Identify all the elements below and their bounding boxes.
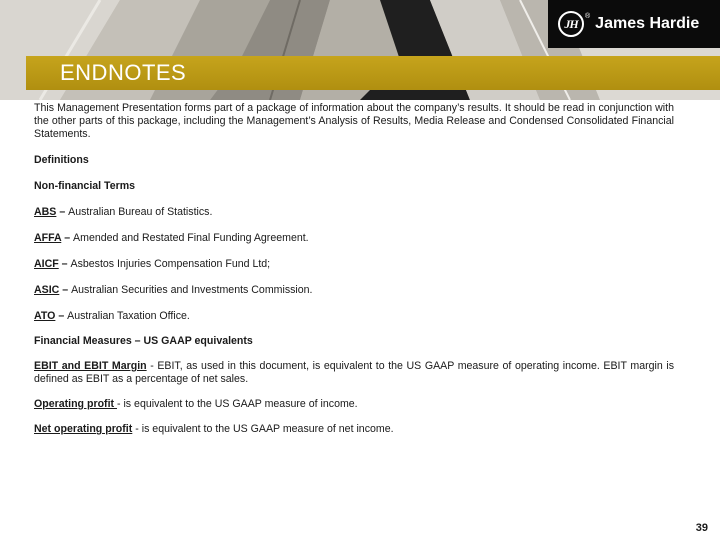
term-separator: – <box>55 310 68 322</box>
james-hardie-logo <box>548 0 720 48</box>
measure-label: Net operating profit <box>34 423 133 435</box>
measure-description: - EBIT, as used in this document, is equivalent to the US GAAP measure of operating income. EBIT margin is defined as EBIT as a percentage of net sales. <box>34 360 674 385</box>
term-description: Australian Taxation Office. <box>67 310 190 322</box>
endnotes-content <box>34 102 674 436</box>
term-affa <box>34 232 674 245</box>
term-label: ATO <box>34 310 56 322</box>
term-label: AICF <box>34 258 59 270</box>
registered-mark: ® <box>585 13 591 20</box>
term-abs <box>34 206 674 219</box>
definitions-heading: Definitions <box>34 154 89 166</box>
measure-ebit <box>34 360 674 386</box>
measure-net-operating-profit <box>34 423 674 436</box>
term-label: AFFA <box>34 232 62 244</box>
term-aicf <box>34 258 674 271</box>
term-description: Amended and Restated Final Funding Agreement. <box>73 232 309 244</box>
financial-heading: Financial Measures – US GAAP equivalents <box>34 335 253 347</box>
measure-label: EBIT and EBIT Margin <box>34 360 147 372</box>
nonfinancial-heading: Non-financial Terms <box>34 180 136 192</box>
term-description: Australian Bureau of Statistics. <box>68 206 213 218</box>
term-separator: – <box>56 206 69 218</box>
term-separator: – <box>61 232 74 244</box>
intro-paragraph: This Management Presentation forms part of a package of information about the company’s results. It should be read in conjunction with the other parts of this package, including the Management’s Analysis of Results, Media Release and Condensed Consolidated Financial Statements. <box>34 102 674 140</box>
brand-name: James Hardie <box>595 15 700 32</box>
term-separator: – <box>59 284 72 296</box>
measure-label: Operating profit <box>34 398 117 410</box>
page-number: 39 <box>695 522 708 534</box>
jh-monogram-icon: JH <box>558 11 584 37</box>
measure-description: - is equivalent to the US GAAP measure of net income. <box>132 423 394 435</box>
term-description: Asbestos Injuries Compensation Fund Ltd; <box>70 258 271 270</box>
measure-description: - is equivalent to the US GAAP measure of income. <box>116 398 358 410</box>
term-label: ASIC <box>34 284 60 296</box>
term-ato <box>34 310 674 323</box>
term-label: ABS <box>34 206 57 218</box>
term-description: Australian Securities and Investments Commission. <box>71 284 313 296</box>
page-title: ENDNOTES <box>60 60 187 85</box>
term-asic <box>34 284 674 297</box>
measure-operating-profit <box>34 398 674 411</box>
term-separator: – <box>58 258 71 270</box>
